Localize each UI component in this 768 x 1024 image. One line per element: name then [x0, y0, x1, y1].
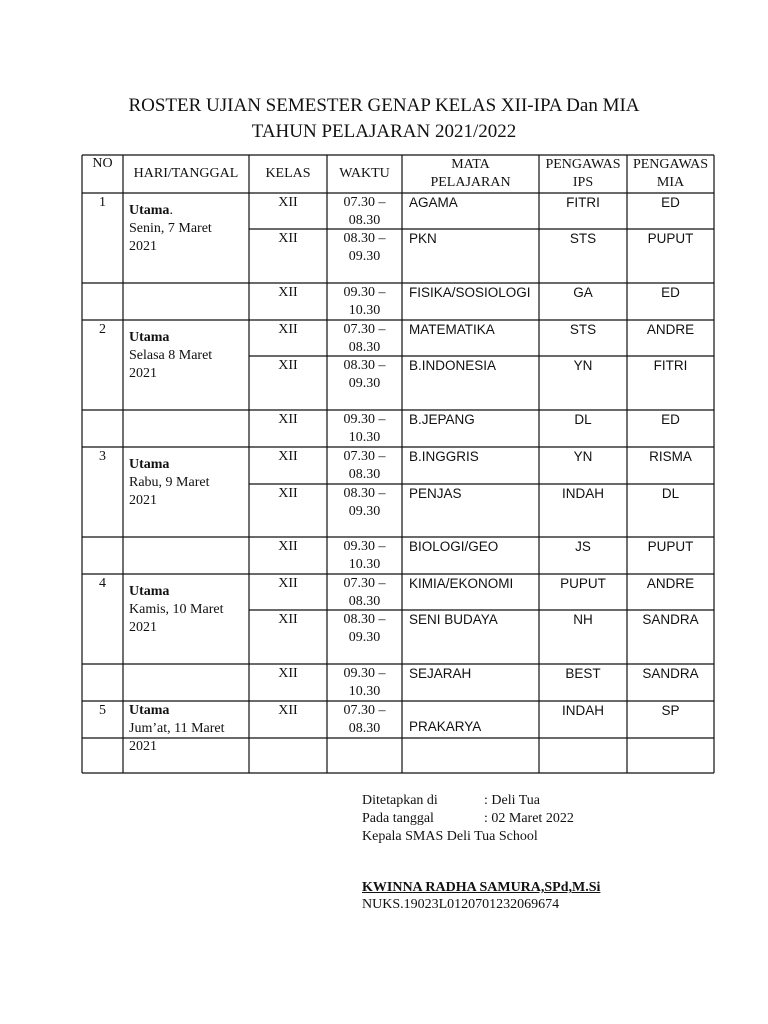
row-kelas: XII	[278, 449, 298, 464]
tanggal-label: Pada tanggal	[362, 811, 434, 826]
day-label	[129, 329, 247, 383]
row-pengawas-mia: FITRI	[653, 358, 688, 373]
row-waktu-end: 09.30	[348, 376, 381, 391]
row-waktu-end: 10.30	[348, 303, 381, 318]
day-date-line2: 2021	[129, 739, 157, 754]
day-date-line1: Selasa 8 Maret	[129, 348, 213, 363]
row-waktu-start: 07.30 –	[343, 322, 386, 337]
row-waktu-end: 09.30	[348, 249, 381, 264]
row-pengawas-mia: DL	[661, 486, 680, 501]
day-date-line1: Kamis, 10 Maret	[129, 602, 224, 617]
row-waktu-start: 08.30 –	[343, 231, 386, 246]
row-kelas: XII	[278, 486, 298, 501]
day-label	[129, 583, 247, 637]
row-waktu-end: 10.30	[348, 430, 381, 445]
row-pengawas-mia: PUPUT	[647, 539, 694, 554]
row-kelas: XII	[278, 195, 298, 210]
row-kelas: XII	[278, 358, 298, 373]
row-pengawas-ips: JS	[575, 539, 591, 554]
day-session-label: Utama	[129, 584, 170, 599]
row-mata-pelajaran: KIMIA/EKONOMI	[409, 576, 514, 591]
row-kelas: XII	[278, 412, 298, 427]
row-mata-pelajaran: BIOLOGI/GEO	[409, 539, 499, 554]
row-waktu-end: 10.30	[348, 684, 381, 699]
row-waktu-start: 09.30 –	[343, 666, 386, 681]
day-number: 3	[99, 449, 106, 464]
row-waktu-end: 09.30	[348, 630, 381, 645]
row-mata-pelajaran: SENI BUDAYA	[409, 612, 498, 627]
day-date-line1: Jum’at, 11 Maret	[129, 721, 225, 736]
row-waktu-end: 08.30	[348, 721, 381, 736]
row-mata-pelajaran: PRAKARYA	[409, 719, 482, 734]
row-pengawas-ips: NH	[573, 612, 593, 627]
row-kelas: XII	[278, 703, 298, 718]
row-pengawas-ips: STS	[569, 322, 597, 337]
row-waktu-start: 08.30 –	[343, 612, 386, 627]
day-session-label: Utama	[129, 330, 170, 345]
header-pengawas-mia-line2: MIA	[656, 175, 685, 190]
row-waktu-start: 07.30 –	[343, 449, 386, 464]
row-waktu-end: 08.30	[348, 213, 381, 228]
row-waktu-end: 08.30	[348, 340, 381, 355]
row-kelas: XII	[278, 231, 298, 246]
row-mata-pelajaran: B.INGGRIS	[409, 449, 479, 464]
row-waktu-end: 08.30	[348, 594, 381, 609]
row-pengawas-ips: INDAH	[561, 703, 604, 718]
day-session-label: Utama	[129, 457, 170, 472]
row-mata-pelajaran: MATEMATIKA	[409, 322, 495, 337]
row-pengawas-ips: INDAH	[561, 486, 604, 501]
day-date-line1: Rabu, 9 Maret	[129, 475, 210, 490]
day-date-line1: Senin, 7 Maret	[129, 221, 212, 236]
day-label	[129, 202, 247, 256]
row-pengawas-ips: YN	[573, 358, 593, 373]
row-mata-pelajaran: B.INDONESIA	[409, 358, 497, 373]
ditetapkan-label: Ditetapkan di	[362, 793, 438, 808]
row-kelas: XII	[278, 666, 298, 681]
row-pengawas-ips: PUPUT	[560, 576, 606, 591]
row-mata-pelajaran: FISIKA/SOSIOLOGI	[409, 285, 531, 300]
signatory-name: KWINNA RADHA SAMURA,SPd,M.Si	[362, 880, 601, 895]
row-mata-pelajaran: AGAMA	[409, 195, 458, 210]
day-label	[129, 702, 247, 756]
row-kelas: XII	[278, 322, 298, 337]
ditetapkan-value: : Deli Tua	[484, 793, 541, 808]
day-date-line2: 2021	[129, 366, 157, 381]
row-kelas: XII	[278, 539, 298, 554]
row-pengawas-mia: ED	[661, 412, 680, 427]
row-waktu-start: 08.30 –	[343, 358, 386, 373]
day-session-label: Utama	[129, 703, 170, 718]
day-number: 1	[99, 195, 106, 210]
day-session-suffix: .	[169, 203, 173, 218]
header-no: NO	[92, 156, 113, 171]
row-mata-pelajaran: SEJARAH	[409, 666, 472, 681]
row-waktu-end: 08.30	[348, 467, 381, 482]
day-date-line2: 2021	[129, 239, 157, 254]
row-mata-pelajaran: B.JEPANG	[409, 412, 475, 427]
row-waktu-start: 07.30 –	[343, 195, 386, 210]
row-waktu-start: 09.30 –	[343, 285, 386, 300]
row-pengawas-mia: PUPUT	[647, 231, 694, 246]
row-pengawas-mia: SANDRA	[642, 666, 699, 681]
row-pengawas-ips: BEST	[565, 666, 601, 681]
kepala-sekolah-title: Kepala SMAS Deli Tua School	[362, 829, 538, 844]
day-number: 4	[99, 576, 106, 591]
header-waktu: WAKTU	[339, 166, 390, 181]
day-session-label: Utama	[129, 203, 170, 218]
row-waktu-start: 09.30 –	[343, 412, 386, 427]
row-pengawas-mia: ANDRE	[646, 322, 695, 337]
header-kelas: KELAS	[265, 166, 311, 181]
row-pengawas-ips: GA	[573, 285, 593, 300]
row-pengawas-ips: DL	[574, 412, 592, 427]
row-mata-pelajaran: PENJAS	[409, 486, 462, 501]
row-waktu-start: 07.30 –	[343, 576, 386, 591]
row-kelas: XII	[278, 612, 298, 627]
row-pengawas-ips: YN	[573, 449, 593, 464]
row-waktu-start: 09.30 –	[343, 539, 386, 554]
header-mapel-line2: PELAJARAN	[430, 175, 511, 190]
document-subtitle: TAHUN PELAJARAN 2021/2022	[251, 121, 517, 142]
tanggal-value: : 02 Maret 2022	[484, 811, 574, 826]
header-pengawas-ips-line1: PENGAWAS	[545, 157, 621, 172]
row-pengawas-mia: SP	[661, 703, 680, 718]
row-pengawas-ips: STS	[569, 231, 597, 246]
header-pengawas-mia-line1: PENGAWAS	[632, 157, 709, 172]
day-date-line2: 2021	[129, 620, 157, 635]
row-pengawas-mia: ANDRE	[646, 576, 695, 591]
row-pengawas-ips: FITRI	[566, 195, 600, 210]
row-waktu-end: 09.30	[348, 504, 381, 519]
day-date-line2: 2021	[129, 493, 157, 508]
day-number: 5	[99, 703, 106, 718]
header-hari-tanggal: HARI/TANGGAL	[133, 166, 239, 181]
header-mapel-line1: MATA	[451, 157, 490, 172]
day-number: 2	[99, 322, 106, 337]
row-pengawas-mia: ED	[661, 195, 680, 210]
document-title: ROSTER UJIAN SEMESTER GENAP KELAS XII-IPA Dan MIA	[128, 95, 640, 116]
row-mata-pelajaran: PKN	[409, 231, 437, 246]
day-label	[129, 456, 247, 510]
row-pengawas-mia: RISMA	[649, 449, 692, 464]
row-waktu-end: 10.30	[348, 557, 381, 572]
header-pengawas-ips-line2: IPS	[572, 175, 594, 190]
row-waktu-start: 08.30 –	[343, 486, 386, 501]
row-waktu-start: 07.30 –	[343, 703, 386, 718]
row-pengawas-mia: ED	[661, 285, 680, 300]
row-kelas: XII	[278, 285, 298, 300]
row-kelas: XII	[278, 576, 298, 591]
signatory-nuks: NUKS.19023L0120701232069674	[362, 897, 560, 912]
row-pengawas-mia: SANDRA	[642, 612, 699, 627]
